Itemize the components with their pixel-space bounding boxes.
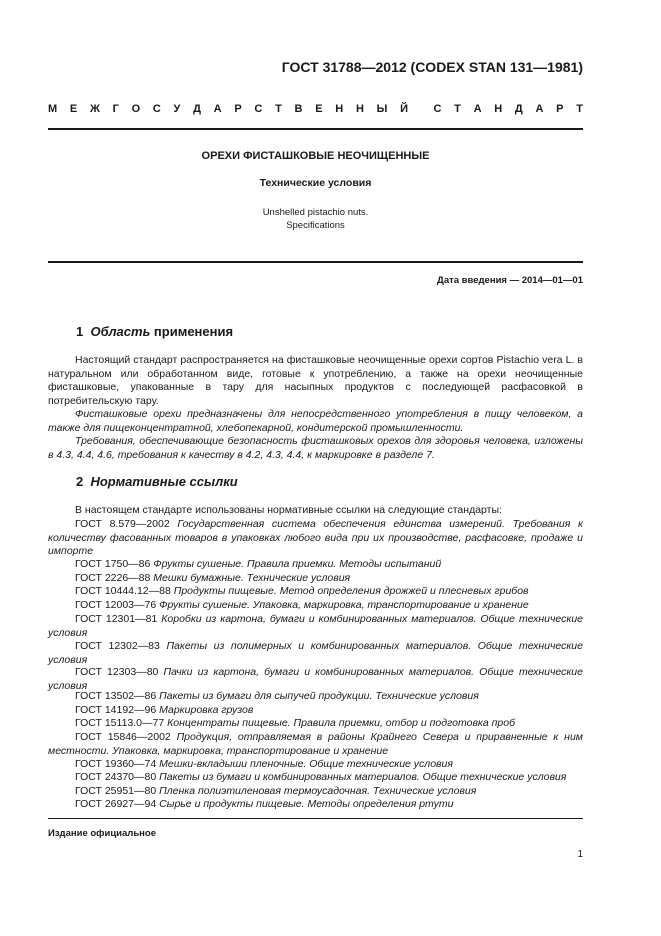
page-number: 1 — [577, 849, 583, 860]
title-rule — [48, 261, 583, 263]
reference-title: Пакеты из бумаги и комбинированных материалов. Общие технические условия — [159, 771, 567, 783]
reference-item — [48, 704, 583, 718]
section-number: 1 — [76, 324, 84, 339]
document-subtitle: Технические условия — [259, 177, 372, 189]
reference-item — [48, 666, 583, 693]
section-number: 2 — [76, 474, 84, 489]
reference-code: ГОСТ 12301—81 — [75, 613, 158, 625]
banner-letter: Д — [193, 103, 201, 115]
header-rule — [48, 128, 583, 130]
banner-letter: С — [254, 103, 263, 115]
banner-letter: Р — [234, 103, 242, 115]
footer-rule — [48, 818, 583, 819]
reference-item — [48, 690, 583, 704]
reference-code: ГОСТ 24370—80 — [75, 771, 157, 783]
reference-item — [48, 572, 583, 586]
reference-item — [48, 640, 583, 667]
reference-item — [48, 731, 583, 758]
reference-code: ГОСТ 2226—88 — [75, 572, 151, 584]
reference-title: Пачки из картона, бумаги и комбинированных материалов. Общие технические условия — [48, 666, 583, 692]
banner-letter: Н — [494, 103, 503, 115]
banner-letter: А — [473, 103, 482, 115]
reference-title: Мешки-вкладыши пленочные. Общие технические условия — [159, 758, 453, 770]
reference-title: Сырье и продукты пищевые. Методы определения ртути — [159, 798, 454, 810]
section-2-heading — [76, 474, 238, 489]
banner-letter: Е — [69, 103, 78, 115]
banner-letter: В — [294, 103, 303, 115]
reference-code: ГОСТ 12003—76 — [75, 599, 157, 611]
reference-item — [48, 558, 583, 572]
document-title: ОРЕХИ ФИСТАШКОВЫЕ НЕОЧИЩЕННЫЕ — [201, 150, 430, 162]
reference-code: ГОСТ 25951—80 — [75, 785, 157, 797]
reference-code: ГОСТ 12303—80 — [75, 666, 159, 678]
banner-letter: О — [131, 103, 141, 115]
reference-code: ГОСТ 13502—86 — [75, 690, 157, 702]
reference-code: ГОСТ 19360—74 — [75, 758, 157, 770]
reference-title: Фрукты сушеные. Упаковка, маркировка, транспортирование и хранение — [159, 599, 529, 611]
reference-code: ГОСТ 8.579—2002 — [75, 518, 170, 530]
reference-code: ГОСТ 1750—86 — [75, 558, 151, 570]
banner-letter: С — [152, 103, 161, 115]
banner-letter: Й — [400, 103, 409, 115]
reference-title: Концентраты пищевые. Правила приемки, отбор и подготовка проб — [167, 717, 515, 729]
reference-code: ГОСТ 15846—2002 — [75, 731, 171, 743]
reference-title: Продукция, отправляемая в районы Крайнего Севера и приравненные к ним местности. Упаковка, маркировка, транспортирование и хранение — [48, 731, 583, 757]
section-title-rest: применения — [153, 324, 234, 339]
reference-item — [48, 585, 583, 599]
english-title: Unshelled pistachio nuts. — [262, 207, 369, 218]
reference-item — [48, 771, 583, 785]
reference-title: Пленка полиэтиленовая термоусадочная. Технические условия — [159, 785, 477, 797]
banner-letter: Т — [454, 103, 461, 115]
reference-title: Мешки бумажные. Технические условия — [153, 572, 351, 584]
section-title-italic: Область — [90, 324, 151, 339]
reference-item — [48, 717, 583, 731]
reference-title: Пакеты из полимерных и комбинированных материалов. Общие технические условия — [48, 640, 583, 666]
reference-code: ГОСТ 10444.12—88 — [75, 585, 171, 597]
banner-letter: Т — [576, 103, 583, 115]
banner-letter: Р — [556, 103, 564, 115]
reference-title: Пакеты из бумаги для сыпучей продукции. Технические условия — [159, 690, 479, 702]
edition-note: Издание официальное — [48, 828, 156, 839]
reference-item — [48, 798, 583, 812]
reference-title: Коробки из картона, бумаги и комбинированных материалов. Общие технические условия — [48, 613, 584, 639]
paragraph: Настоящий стандарт распространяется на фисташковые неочищенные орехи сортов Pistachio vera L. в натуральном или обработанном виде, готовые к употреблению, а также на орехи неочищенные фисташковые, упакованные в тару для насыпных продуктов с последующей расфасовкой в потребительскую тару. — [48, 354, 583, 407]
banner-letter: Н — [355, 103, 364, 115]
reference-item — [48, 758, 583, 772]
reference-item — [48, 518, 583, 559]
reference-code: ГОСТ 15113.0—77 — [75, 717, 165, 729]
banner-letter: Д — [514, 103, 523, 115]
reference-title: Продукты пищевые. Метод определения дрожжей и плесневых грибов — [173, 585, 529, 597]
reference-item — [48, 599, 583, 613]
banner-letter: У — [173, 103, 181, 115]
paragraph: Требования, обеспечивающие безопасность фисташковых орехов для здоровья человека, изложены в 4.3, 4.4, 4.6, требования к качеству в 4.2, 4.3, 4.4, к маркировке в разделе 7. — [48, 435, 583, 461]
reference-code: ГОСТ 14192—96 — [75, 704, 157, 716]
introduction-date: Дата введения — 2014—01—01 — [437, 275, 583, 286]
banner-letter: А — [535, 103, 544, 115]
english-subtitle: Specifications — [286, 220, 345, 231]
banner-letter: Ы — [376, 103, 388, 115]
banner-letter: Ж — [89, 103, 100, 115]
reference-title: Государственная система обеспечения единства измерений. Требования к количеству фасованных товаров в упаковках любого вида при их производстве, расфасовке, продаже и импорте — [48, 518, 583, 557]
reference-item — [48, 613, 583, 640]
reference-title: Маркировка грузов — [159, 704, 254, 716]
paragraph: В настоящем стандарте использованы нормативные ссылки на следующие стандарты: — [75, 504, 502, 516]
reference-code: ГОСТ 12302—83 — [75, 640, 160, 652]
banner-letter: Н — [335, 103, 344, 115]
banner-letter: Е — [315, 103, 323, 115]
paragraph: Фисташковые орехи предназначены для непосредственного употребления в пищу человеком, а также для пищеконцентратной, хлебопекарной, кондитерской промышленности. — [48, 408, 583, 434]
banner-letter: А — [213, 103, 222, 115]
section-1-heading — [76, 324, 233, 339]
banner-letter: Т — [275, 103, 282, 115]
reference-code: ГОСТ 26927—94 — [75, 798, 157, 810]
banner-letter: Г — [112, 103, 119, 115]
section-title: Нормативные ссылки — [90, 474, 238, 489]
interstate-standard-banner — [48, 103, 583, 119]
banner-letter: С — [433, 103, 442, 115]
reference-item — [48, 785, 583, 799]
document-code: ГОСТ 31788—2012 (CODEX STAN 131—1981) — [281, 59, 583, 75]
banner-letter: М — [48, 103, 58, 115]
reference-title: Фрукты сушеные. Правила приемки. Методы испытаний — [153, 558, 442, 570]
